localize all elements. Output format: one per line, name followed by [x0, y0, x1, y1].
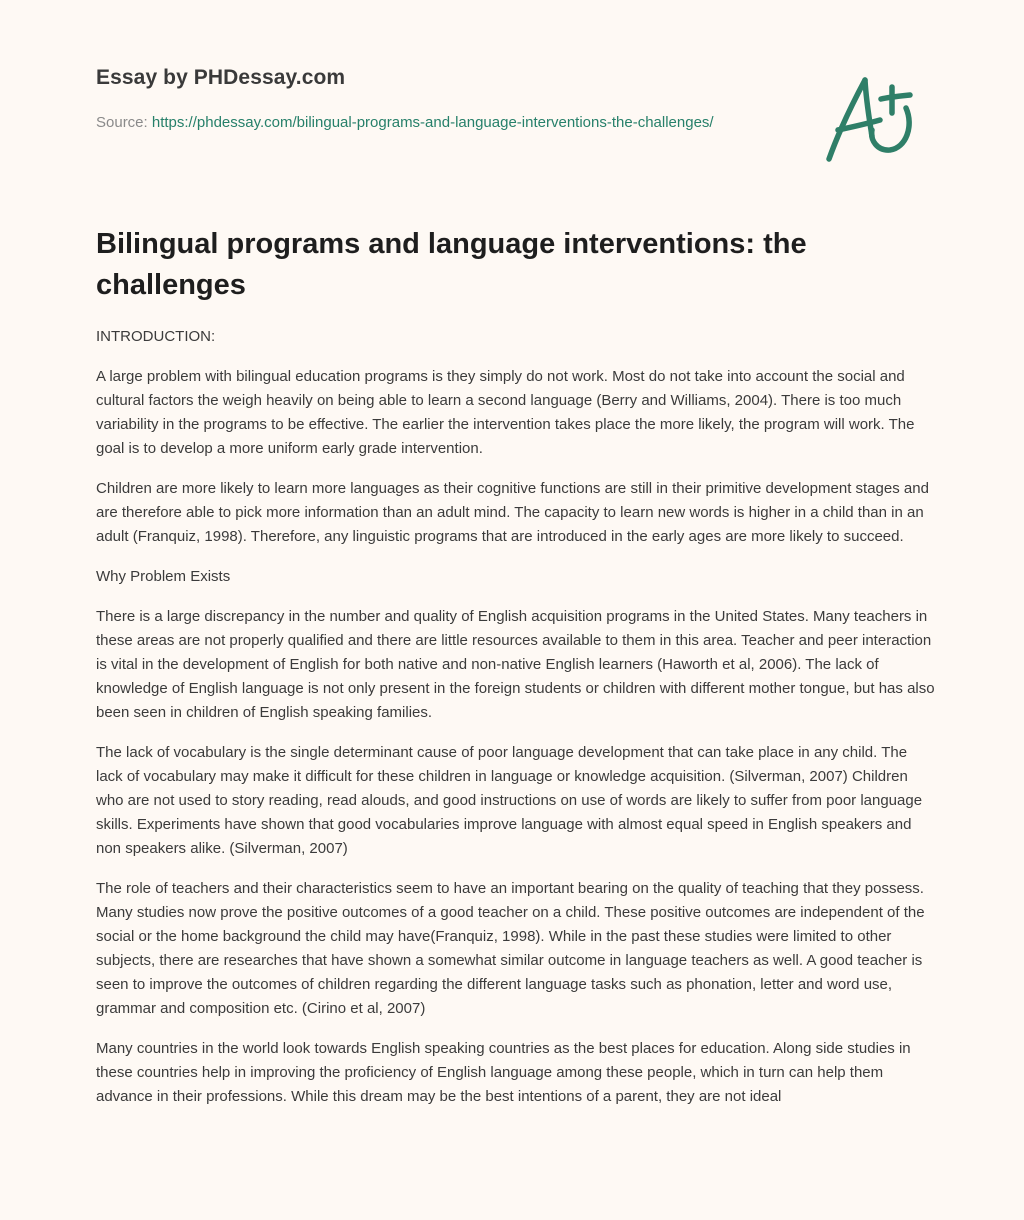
paragraph: There is a large discrepancy in the number and quality of English acquisition programs in the United States. Many teachers in these areas are not properly qualified and there are little resources available to them in this area. Teacher and peer interaction is vital in the development of English for both native and non-native English learners (Haworth et al, 2006). The lack of knowledge of English language is not only present in the foreign students or children with different mother tongue, but has also been seen in children of English speaking families. — [96, 608, 935, 721]
paragraph: Children are more likely to learn more languages as their cognitive functions are still in their primitive development stages and are therefore able to pick more information than an adult mind. The capacity to learn new words is higher in a child than in an adult (Franquiz, 1998). Therefore, any linguistic programs that are introduced in the early ages are more likely to succeed. — [96, 480, 929, 545]
paragraph: A large problem with bilingual education programs is they simply do not work. Most do not take into account the social and cultural factors the weigh heavily on being able to learn a second language (Berry and Williams, 2004). There is too much variability in the programs to be effective. The earlier the intervention takes place the more likely, the program will work. The goal is to develop a more uniform early grade intervention. — [96, 368, 915, 457]
source-line — [96, 111, 736, 135]
section-heading-why-problem-exists: Why Problem Exists — [96, 568, 231, 585]
paragraph: The role of teachers and their characteristics seem to have an important bearing on the quality of teaching that they possess. Many studies now prove the positive outcomes of a good teacher on a child. These positive outcomes are independent of the social or the home background the child may have(Franquiz, 1998). While in the past these studies were limited to other subjects, there are researches that have shown a somewhat similar outcome in language teachers as well. A good teacher is seen to improve the outcomes of children regarding the different language tasks such as phonation, letter and word use, grammar and composition etc. (Cirino et al, 2007) — [96, 880, 925, 1017]
page-header — [96, 0, 936, 200]
source-label: Source: — [96, 114, 152, 131]
essay-page — [96, 0, 936, 1105]
paragraph: Many countries in the world look towards English speaking countries as the best places for education. Along side studies in these countries help in improving the proficiency of English language among these people, which in turn can help them advance in their professions. While this dream may be the best intentions of a parent, they are not ideal — [96, 1040, 911, 1105]
source-link[interactable]: https://phdessay.com/bilingual-programs-and-language-interventions-the-challenges/ — [151, 114, 714, 131]
article-title: Bilingual programs and language interventions: the challenges — [96, 228, 807, 301]
article-body — [96, 325, 936, 1125]
site-brand: Essay by PHDessay.com — [96, 66, 346, 89]
section-heading-introduction: INTRODUCTION: — [96, 328, 216, 345]
paragraph: The lack of vocabulary is the single determinant cause of poor language development that can take place in any child. The lack of vocabulary may make it difficult for these children in language or knowledge acquisition. (Silverman, 2007) Children who are not used to story reading, read alouds, and good instructions on use of words are likely to suffer from poor language skills. Experiments have shown that good vocabularies improve language with almost equal speed in English speakers and non speakers alike. (Silverman, 2007) — [96, 744, 923, 857]
a-plus-grade-icon — [822, 68, 926, 164]
